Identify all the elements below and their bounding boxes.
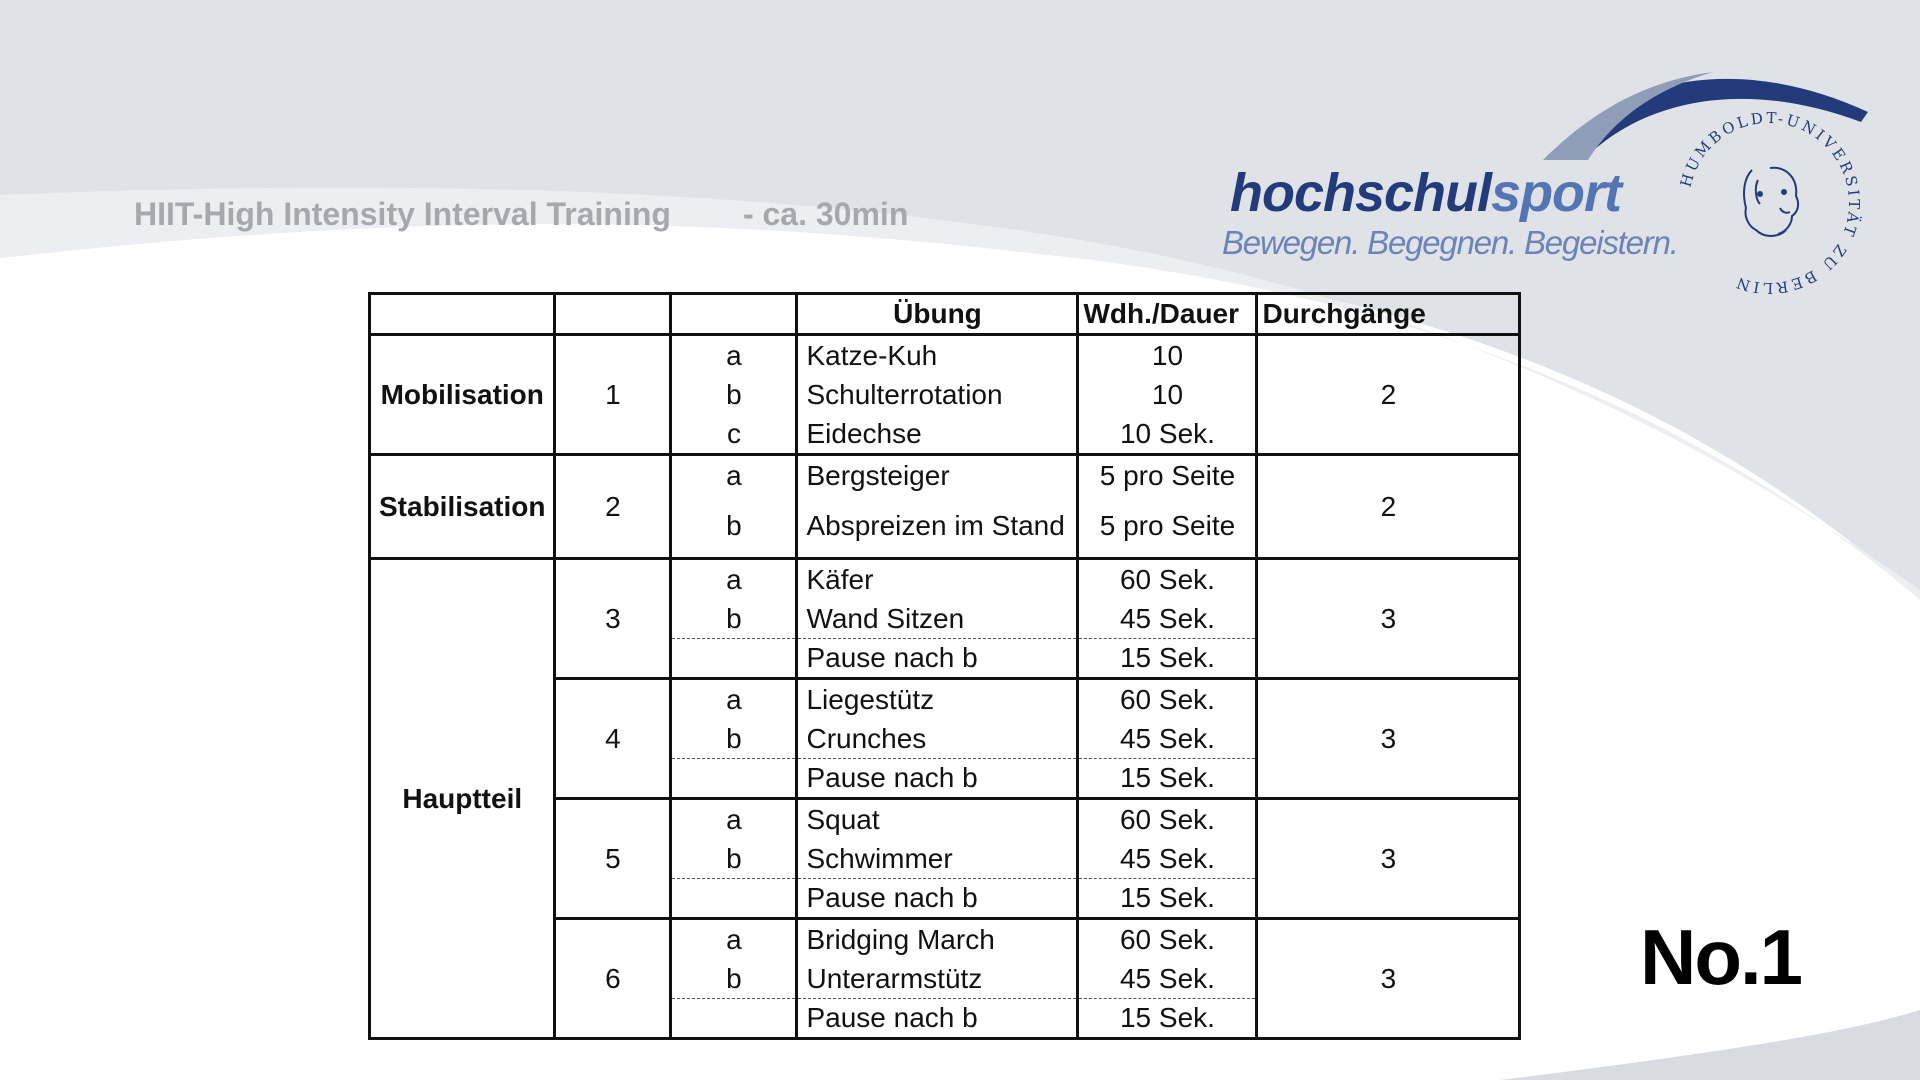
exercise-name: Bridging March (797, 919, 1078, 959)
exercise-reps: 45 Sek. (1078, 959, 1257, 999)
header-group (370, 294, 555, 335)
exercise-reps: 45 Sek. (1078, 719, 1257, 759)
exercise-letter: b (671, 375, 797, 415)
exercise-name: Crunches (797, 719, 1078, 759)
block-sets: 3 (1257, 799, 1520, 919)
exercise-name: Bergsteiger (797, 455, 1078, 495)
group-label: Hauptteil (370, 559, 555, 1039)
exercise-reps: 15 Sek. (1078, 759, 1257, 799)
table-row (370, 559, 1520, 599)
header-reps: Wdh./Dauer (1078, 294, 1257, 335)
exercise-name: Squat (797, 799, 1078, 839)
block-sets: 3 (1257, 559, 1520, 679)
exercise-name: Abspreizen im Stand (797, 495, 1078, 559)
exercise-table (368, 292, 1521, 1040)
exercise-letter: c (671, 415, 797, 455)
exercise-name: Schwimmer (797, 839, 1078, 879)
header-number (555, 294, 671, 335)
exercise-name: Katze-Kuh (797, 335, 1078, 375)
block-sets: 3 (1257, 919, 1520, 1039)
hochschulsport-logo (1218, 60, 1878, 300)
exercise-name: Pause nach b (797, 759, 1078, 799)
exercise-reps: 10 Sek. (1078, 415, 1257, 455)
exercise-name: Schulterrotation (797, 375, 1078, 415)
humboldt-seal-icon (1674, 108, 1864, 298)
page-title (134, 196, 908, 233)
block-number: 2 (555, 455, 671, 559)
header-exercise: Übung (797, 294, 1078, 335)
training-title: HIIT-High Intensity Interval Training (134, 196, 671, 232)
block-sets: 3 (1257, 679, 1520, 799)
exercise-letter: a (671, 919, 797, 959)
exercise-reps: 15 Sek. (1078, 639, 1257, 679)
logo-wordmark: hochschulsport (1230, 163, 1622, 223)
exercise-letter (671, 639, 797, 679)
exercise-name: Käfer (797, 559, 1078, 599)
exercise-reps: 10 (1078, 375, 1257, 415)
exercise-letter: a (671, 799, 797, 839)
exercise-reps: 15 Sek. (1078, 879, 1257, 919)
block-number: 3 (555, 559, 671, 679)
exercise-reps: 60 Sek. (1078, 919, 1257, 959)
exercise-reps: 60 Sek. (1078, 559, 1257, 599)
exercise-letter (671, 879, 797, 919)
exercise-reps: 5 pro Seite (1078, 455, 1257, 495)
block-number: 4 (555, 679, 671, 799)
exercise-letter: a (671, 559, 797, 599)
exercise-letter (671, 759, 797, 799)
exercise-letter (671, 999, 797, 1039)
exercise-letter: a (671, 335, 797, 375)
slide-number: No.1 (1640, 913, 1802, 1001)
exercise-reps: 60 Sek. (1078, 799, 1257, 839)
exercise-name: Pause nach b (797, 999, 1078, 1039)
exercise-letter: b (671, 599, 797, 639)
table-body (370, 335, 1520, 1039)
exercise-reps: 5 pro Seite (1078, 495, 1257, 559)
exercise-letter: b (671, 959, 797, 999)
exercise-name: Pause nach b (797, 639, 1078, 679)
group-label: Mobilisation (370, 335, 555, 455)
block-sets: 2 (1257, 335, 1520, 455)
table-row (370, 455, 1520, 495)
exercise-reps: 45 Sek. (1078, 839, 1257, 879)
exercise-letter: b (671, 495, 797, 559)
logo-slogan: Bewegen. Begegnen. Begeistern. (1222, 224, 1678, 261)
exercise-reps: 45 Sek. (1078, 599, 1257, 639)
block-number: 6 (555, 919, 671, 1039)
exercise-reps: 10 (1078, 335, 1257, 375)
exercise-name: Liegestütz (797, 679, 1078, 719)
exercise-name: Wand Sitzen (797, 599, 1078, 639)
exercise-reps: 15 Sek. (1078, 999, 1257, 1039)
header-sub (671, 294, 797, 335)
exercise-letter: a (671, 679, 797, 719)
exercise-name: Eidechse (797, 415, 1078, 455)
exercise-letter: b (671, 719, 797, 759)
exercise-table-container (368, 292, 1521, 1040)
exercise-name: Unterarmstütz (797, 959, 1078, 999)
block-number: 1 (555, 335, 671, 455)
exercise-name: Pause nach b (797, 879, 1078, 919)
group-label: Stabilisation (370, 455, 555, 559)
exercise-letter: a (671, 455, 797, 495)
exercise-reps: 60 Sek. (1078, 679, 1257, 719)
block-number: 5 (555, 799, 671, 919)
exercise-letter: b (671, 839, 797, 879)
table-row (370, 335, 1520, 375)
header-sets: Durchgänge (1257, 294, 1520, 335)
block-sets: 2 (1257, 455, 1520, 559)
svg-text:HUMBOLDT-UNIVERSITÄT ZU BERLIN: HUMBOLDT-UNIVERSITÄT ZU BERLIN (1676, 108, 1864, 298)
training-duration: - ca. 30min (742, 196, 909, 232)
